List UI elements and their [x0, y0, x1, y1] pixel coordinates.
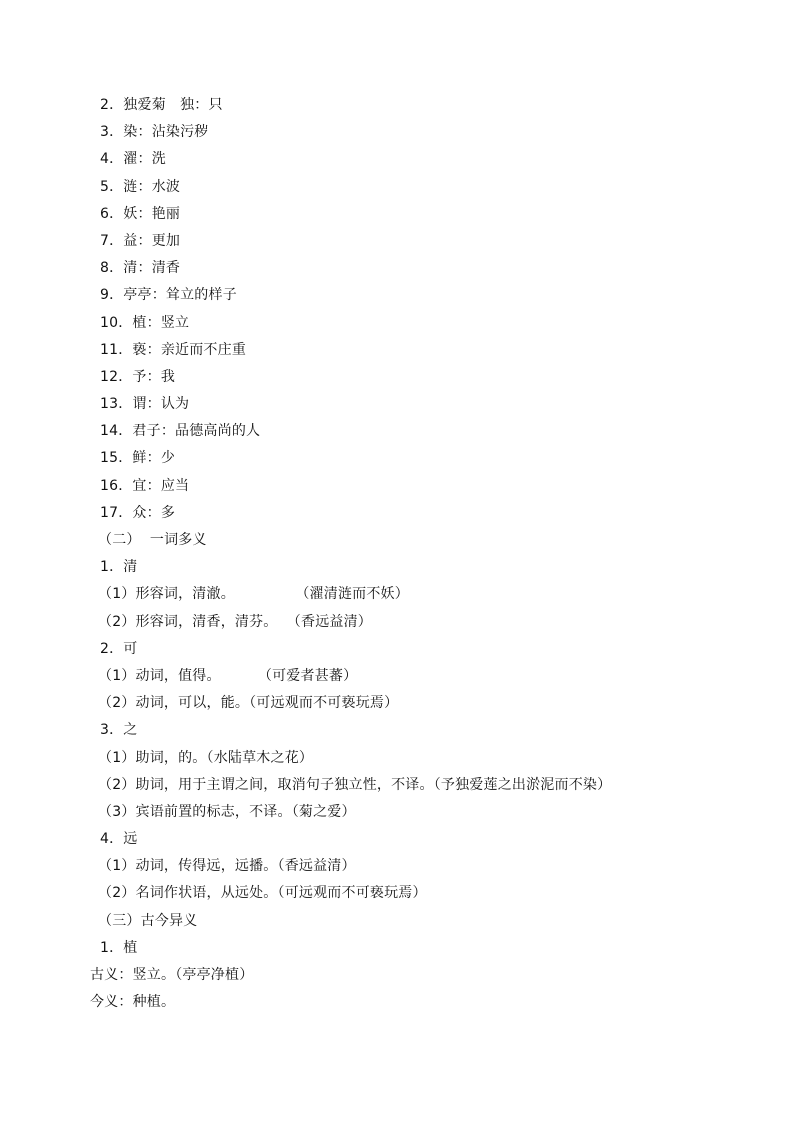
text-line: 9．亭亭：耸立的样子 [100, 287, 237, 304]
document-body [90, 92, 720, 1016]
text-line: 7．益：更加 [100, 232, 181, 249]
text-line: 12．予：我 [100, 368, 176, 385]
text-line: 古义：竖立。（亭亭净植） [90, 967, 254, 983]
text-line: 4．濯：洗 [100, 151, 166, 168]
text-line: （2）名词作状语，从远处。（可远观而不可亵玩焉） [98, 885, 427, 902]
text-line: 15．鲜：少 [100, 450, 176, 467]
text-line: 3．染：沾染污秽 [100, 124, 209, 141]
text-line: 6．妖：艳丽 [100, 205, 181, 222]
text-line: 2．可 [100, 640, 138, 657]
text-line: 3．之 [100, 722, 138, 739]
text-line: 1．植 [100, 939, 138, 956]
text-line: 5．涟：水波 [100, 178, 181, 195]
text-line: 今义：种植。 [90, 994, 176, 1011]
text-line: 11．亵：亲近而不庄重 [100, 341, 247, 358]
text-line: （3）宾语前置的标志，不译。（菊之爱） [98, 803, 356, 820]
text-line: 4．远 [100, 831, 138, 848]
text-line: （1）动词，值得。 （可爱者甚蕃） [98, 667, 358, 684]
section-heading: （二） 一词多义 [98, 532, 207, 548]
text-line: （1）动词，传得远，远播。（香远益清） [98, 858, 356, 875]
text-line: （2）助词，用于主谓之间，取消句子独立性，不译。（予独爱莲之出淤泥而不染） [98, 776, 612, 793]
text-line: 10．植：竖立 [100, 314, 190, 331]
text-line: （2）动词，可以，能。（可远观而不可亵玩焉） [98, 695, 399, 712]
text-line: （2）形容词，清香，清芬。 （香远益清） [98, 613, 373, 630]
text-line: 8．清：清香 [100, 260, 181, 277]
text-line: 1．清 [100, 559, 138, 576]
text-line: （1）助词，的。（水陆草木之花） [98, 749, 314, 766]
text-line: （1）形容词，清澈。 （濯清涟而不妖） [98, 586, 409, 603]
text-line: 17．众：多 [100, 504, 176, 521]
section-heading: （三）古今异义 [98, 912, 198, 929]
text-line: 16．宜：应当 [100, 477, 190, 494]
text-line: 2．独爱菊 独：只 [100, 97, 223, 113]
text-line: 14．君子：品德高尚的人 [100, 423, 261, 440]
text-line: 13．谓：认为 [100, 396, 190, 413]
